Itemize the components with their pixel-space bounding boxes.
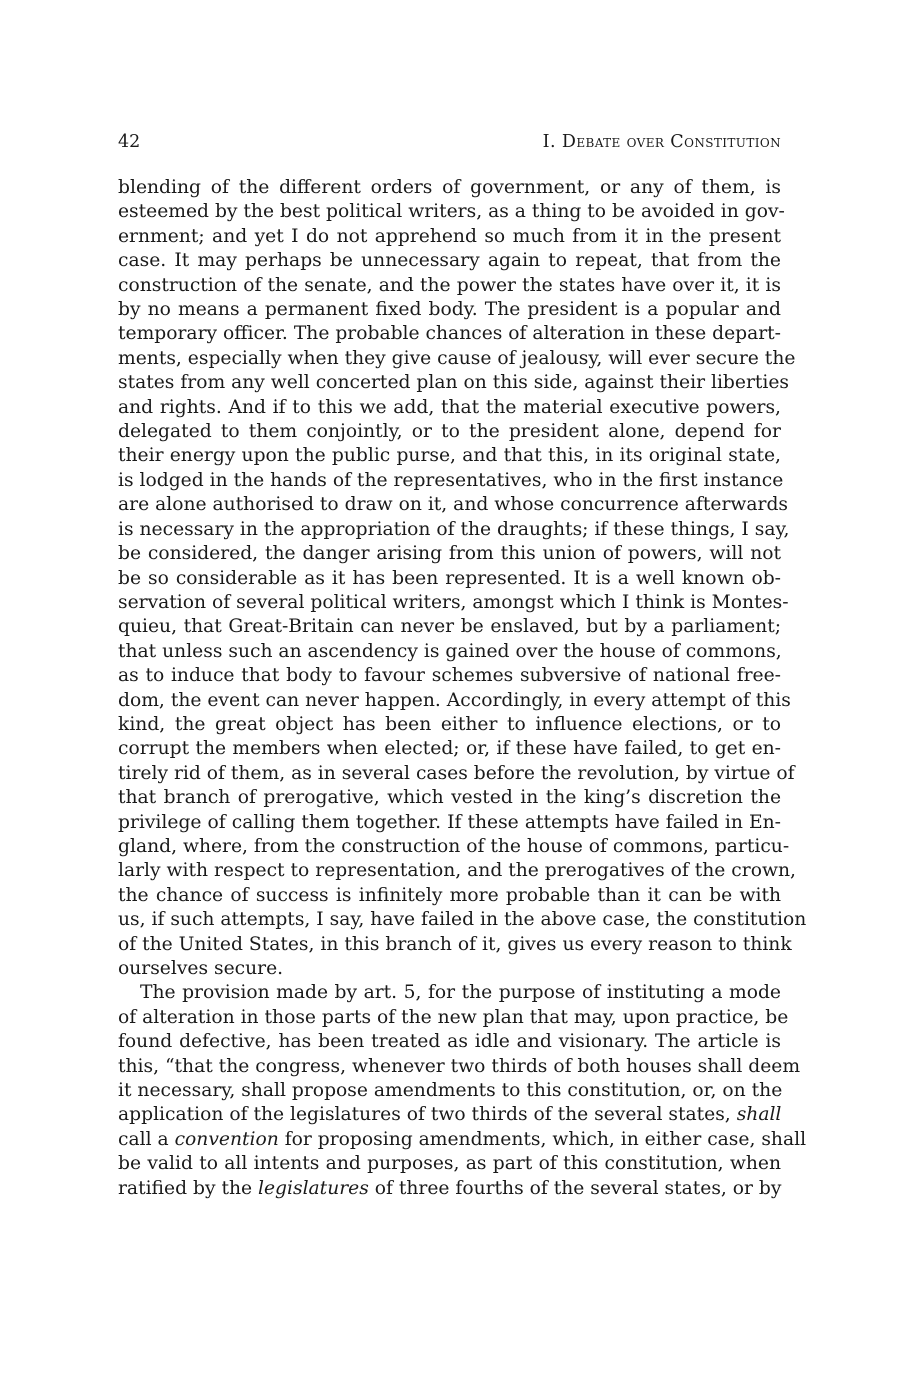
text-segment: for proposing amendments, which, in either case, shall [278,1128,807,1150]
text-line: us, if such attempts, I say, have failed in the above case, the constitution [118,909,807,931]
text-line: tirely rid of them, as in several cases before the revolution, by virtue of [118,762,795,784]
text-line: states from any well concerted plan on this side, against their liberties [118,372,790,394]
running-title: I. Debate over Constitution [542,132,781,152]
italic-word: legislatures [258,1177,369,1199]
text-line: is lodged in the hands of the representatives, who in the first instance [118,469,784,491]
text-segment: ratified by the [118,1177,258,1199]
text-line: be considered, the danger arising from this union of powers, will not [118,543,781,565]
text-line: gland, where, from the construction of the house of commons, particu- [118,835,790,857]
text-line: esteemed by the best political writers, as a thing to be avoided in gov- [118,201,785,223]
text-line: kind, the great object has been either to influence elections, or to [118,713,781,735]
text-segment: of three fourths of the several states, or by [368,1177,782,1199]
text-line: blending of the different orders of government, or any of them, is [118,177,781,198]
text-line: dom, the event can never happen. Accordingly, in every attempt of this [118,689,791,711]
italic-word: convention [174,1128,279,1150]
paragraph-article-five [118,981,807,1201]
text-line: ments, especially when they give cause of jealousy, will ever secure the [118,347,796,369]
text-line: by no means a permanent fixed body. The president is a popular and [118,299,781,321]
text-line: servation of several political writers, amongst which I think is Montes- [118,591,789,613]
text-segment: call a [118,1128,175,1150]
text-line: ernment; and yet I do not apprehend so much from it in the present [118,225,781,247]
text-line: corrupt the members when elected; or, if these have failed, to get en- [118,738,781,760]
text-line [118,1177,781,1201]
text-line: quieu, that Great-Britain can never be enslaved, but by a parliament; [118,616,781,638]
text-line: of the United States, in this branch of it, gives us every reason to think [118,933,792,955]
text-line: their energy upon the public purse, and that this, in its original state, [118,445,781,467]
text-line: that unless such an ascendency is gained over the house of commons, [118,640,782,662]
text-line: be valid to all intents and purposes, as part of this constitution, when [118,1153,781,1175]
text-line: it necessary, shall propose amendments to this constitution, or, on the [118,1080,783,1102]
text-line: this, “that the congress, whenever two thirds of both houses shall deem [118,1055,801,1077]
text-line: privilege of calling them together. If these attempts have failed in En- [118,811,781,833]
italic-word: shall [736,1104,782,1126]
text-line [118,1103,781,1127]
page-number: 42 [118,132,141,152]
text-segment: application of the legislatures of two thirds of the several states, [118,1104,737,1126]
text-line: construction of the senate, and the power the states have over it, it is [118,274,781,296]
text-line: be so considerable as it has been represented. It is a well known ob- [118,567,781,589]
text-line: as to induce that body to favour schemes subversive of national free- [118,665,781,687]
text-line: of alteration in those parts of the new plan that may, upon practice, be [118,1006,789,1028]
text-line: delegated to them conjointly, or to the president alone, depend for [118,421,781,443]
text-line: temporary officer. The probable chances of alteration in these depart- [118,323,781,345]
body-text [118,176,807,1201]
text-line: are alone authorised to draw on it, and whose concurrence afterwards [118,494,788,516]
running-head [118,128,781,156]
text-line: and rights. And if to this we add, that the material executive powers, [118,396,781,418]
book-page [118,128,807,1201]
paragraph-continued [118,176,807,981]
text-line: larly with respect to representation, and the prerogatives of the crown, [118,860,796,882]
text-line: found defective, has been treated as idle and visionary. The article is [118,1031,781,1053]
text-line: the chance of success is infinitely more probable than it can be with [118,884,781,906]
text-line: case. It may perhaps be unnecessary again to repeat, that from the [118,250,781,272]
text-line: is necessary in the appropriation of the draughts; if these things, I say, [118,518,790,540]
text-line [118,1128,807,1152]
text-line: The provision made by art. 5, for the purpose of instituting a mode [140,982,781,1004]
text-line: ourselves secure. [118,958,284,979]
text-line: that branch of prerogative, which vested in the king’s discretion the [118,787,781,809]
